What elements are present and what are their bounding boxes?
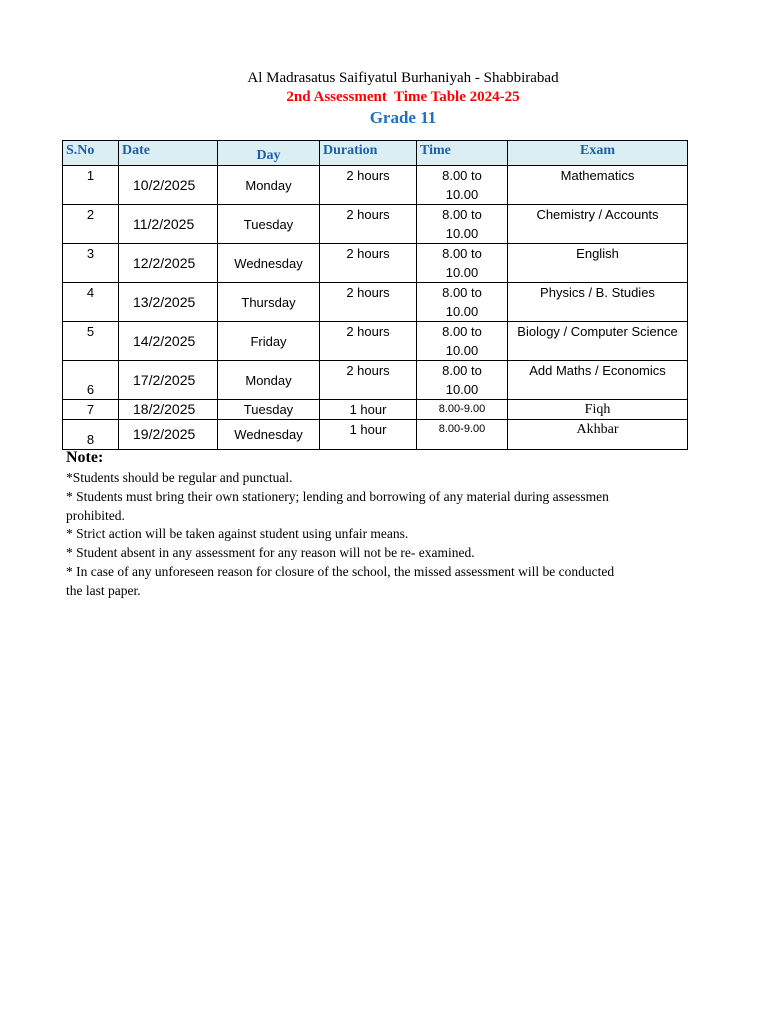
column-header-exam: Exam [508,141,688,166]
sno-cell: 4 [63,283,119,322]
notes-list [66,469,768,601]
sno-cell: 6 [63,361,119,400]
table-row [63,283,688,322]
column-header-duration: Duration [320,141,417,166]
exam-cell: Fiqh [508,400,688,420]
exam-cell: Chemistry / Accounts [508,205,688,244]
column-header-date: Date [119,141,218,166]
duration-cell: 2 hours [320,205,417,244]
date-cell: 10/2/2025 [119,166,218,205]
duration-cell: 2 hours [320,283,417,322]
timetable [62,140,688,450]
table-row [63,420,688,450]
time-cell: 8.00-9.00 [417,420,508,450]
date-cell: 12/2/2025 [119,244,218,283]
duration-cell: 2 hours [320,361,417,400]
time-cell [417,322,508,361]
note-line: the last paper. [66,582,141,598]
day-cell: Tuesday [218,205,320,244]
time-start: 8.00 to [442,168,482,183]
date-cell: 11/2/2025 [119,205,218,244]
sno-cell: 3 [63,244,119,283]
time-end: 10.00 [445,187,479,202]
time-start: 8.00 to [442,324,482,339]
sno-cell: 1 [63,166,119,205]
note-line: prohibited. [66,507,125,523]
exam-cell: Physics / B. Studies [508,283,688,322]
time-cell [417,361,508,400]
table-row [63,205,688,244]
note-line: * Students must bring their own stationery; lending and borrowing of any material during assessmen [66,488,609,504]
day-cell: Monday [218,166,320,205]
time-start: 8.00 to [442,246,482,261]
exam-cell: Akhbar [508,420,688,450]
exam-cell: English [508,244,688,283]
document-subtitle: 2nd Assessment Time Table 2024-25 [286,89,520,105]
column-header-time: Time [417,141,508,166]
day-cell: Wednesday [218,420,320,450]
table-row [63,400,688,420]
day-cell: Thursday [218,283,320,322]
time-start: 8.00 to [442,363,482,378]
date-cell: 17/2/2025 [119,361,218,400]
column-header-day: Day [218,141,320,166]
time-end: 10.00 [445,343,479,358]
exam-cell: Add Maths / Economics [508,361,688,400]
time-start: 8.00 to [442,207,482,222]
sno-cell: 8 [63,420,119,450]
timetable-header [63,141,688,166]
note-line: * Strict action will be taken against student using unfair means. [66,526,409,542]
time-end: 10.00 [445,382,479,397]
table-row [63,166,688,205]
exam-cell: Biology / Computer Science [508,322,688,361]
exam-cell: Mathematics [508,166,688,205]
time-start: 8.00 to [442,285,482,300]
time-cell [417,205,508,244]
school-name: Al Madrasatus Saifiyatul Burhaniyah - Shabbirabad [247,70,559,86]
day-cell: Monday [218,361,320,400]
time-end: 10.00 [445,226,479,241]
time-end: 10.00 [445,265,479,280]
date-cell: 13/2/2025 [119,283,218,322]
table-row [63,322,688,361]
duration-cell: 2 hours [320,322,417,361]
sno-cell: 7 [63,400,119,420]
duration-cell: 2 hours [320,166,417,205]
day-cell: Friday [218,322,320,361]
time-end: 10.00 [445,304,479,319]
sno-cell: 2 [63,205,119,244]
note-line: * In case of any unforeseen reason for closure of the school, the missed assessment will be conducted [66,563,615,579]
note-line: * Student absent in any assessment for any reason will not be re- examined. [66,545,475,561]
duration-cell: 1 hour [320,420,417,450]
table-row [63,361,688,400]
duration-cell: 2 hours [320,244,417,283]
notes-heading: Note: [66,449,104,466]
grade-title: Grade 11 [369,108,437,127]
time-cell [417,283,508,322]
time-cell [417,244,508,283]
day-cell: Tuesday [218,400,320,420]
sno-cell: 5 [63,322,119,361]
column-header-sno: S.No [63,141,119,166]
date-cell: 18/2/2025 [119,400,218,420]
day-cell: Wednesday [218,244,320,283]
date-cell: 19/2/2025 [119,420,218,450]
time-cell [417,166,508,205]
date-cell: 14/2/2025 [119,322,218,361]
time-cell: 8.00-9.00 [417,400,508,420]
timetable-body [63,166,688,450]
header-row [63,141,688,166]
table-row [63,244,688,283]
note-line: *Students should be regular and punctual. [66,470,293,485]
duration-cell: 1 hour [320,400,417,420]
